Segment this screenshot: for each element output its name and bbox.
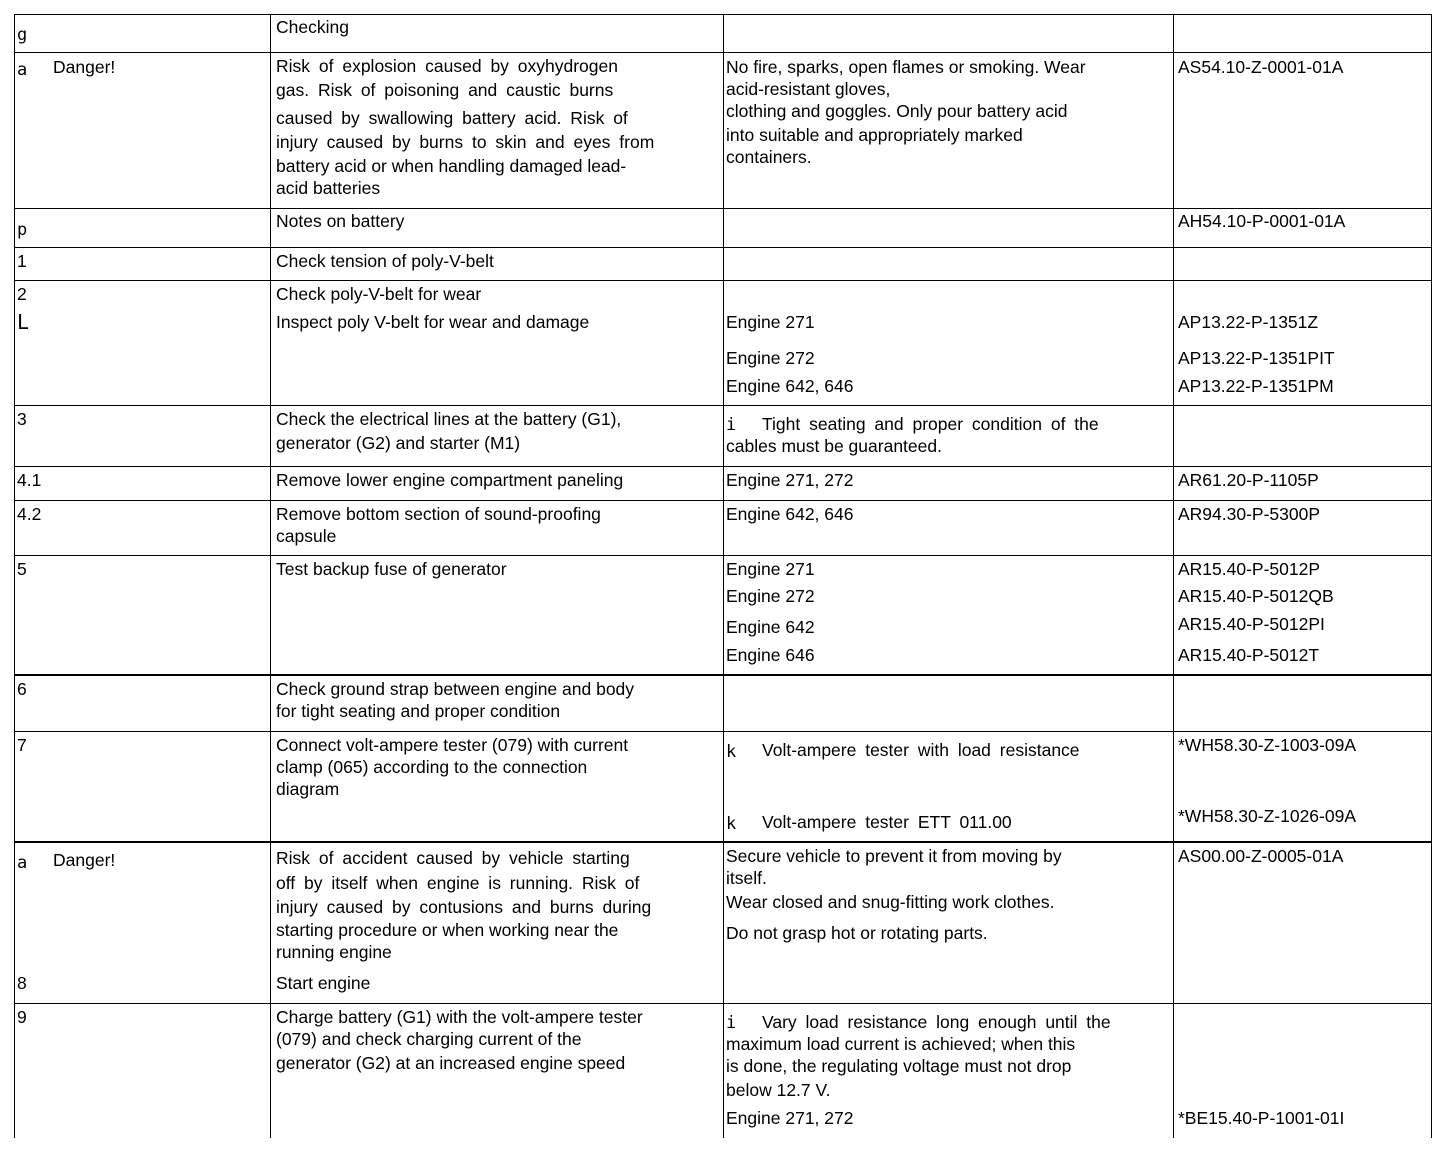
substep-icon: L xyxy=(17,310,30,334)
step-text-line: Remove bottom section of sound-proofing xyxy=(276,504,601,524)
step-number: 4.1 xyxy=(17,470,42,490)
danger-text-line: gas. Risk of poisoning and caustic burns xyxy=(276,80,614,100)
tool-icon: k xyxy=(726,742,737,762)
danger-text-line: caused by swallowing battery acid. Risk of xyxy=(276,108,628,128)
engine-note: Engine 642 xyxy=(726,617,815,637)
note-line: Do not grasp hot or rotating parts. xyxy=(726,923,988,943)
reference-code: AS54.10-Z-0001-01A xyxy=(1178,57,1344,77)
step-text: Notes on battery xyxy=(276,211,405,231)
step-text-line: Check the electrical lines at the battery (G1), xyxy=(276,409,622,429)
engine-note: Engine 642, 646 xyxy=(726,376,854,396)
tool-note: Volt-ampere tester with load resistance xyxy=(762,740,1080,760)
tool-icon: k xyxy=(726,814,737,834)
reference-code: AR15.40-P-5012T xyxy=(1178,645,1320,665)
danger-label: Danger! xyxy=(53,850,116,870)
step-text-line: diagram xyxy=(276,779,340,799)
note-line: itself. xyxy=(726,868,767,888)
note-line: is done, the regulating voltage must not drop xyxy=(726,1056,1072,1076)
step-text-line: Connect volt-ampere tester (079) with current xyxy=(276,735,629,755)
grid-line xyxy=(14,247,1432,248)
note-line: No fire, sparks, open flames or smoking. Wear xyxy=(726,57,1086,77)
step-text: Remove lower engine compartment paneling xyxy=(276,470,624,490)
info-icon: i xyxy=(726,1013,737,1033)
note-line: Vary load resistance long enough until the xyxy=(762,1012,1111,1032)
danger-text-line: Risk of explosion caused by oxyhydrogen xyxy=(276,56,618,76)
reference-code: AR15.40-P-5012P xyxy=(1178,559,1321,579)
danger-text-line: running engine xyxy=(276,942,392,962)
danger-text-line: injury caused by burns to skin and eyes from xyxy=(276,132,655,152)
step-number: 5 xyxy=(17,559,27,579)
grid-line xyxy=(14,1003,1432,1004)
notes-icon: p xyxy=(17,220,28,240)
section-title: Checking xyxy=(276,17,349,37)
step-text-line: generator (G2) and starter (M1) xyxy=(276,433,521,453)
step-number: 3 xyxy=(17,409,27,429)
grid-line xyxy=(14,500,1432,501)
step-number: 1 xyxy=(17,251,27,271)
reference-code: AR94.30-P-5300P xyxy=(1178,504,1321,524)
reference-code: AR61.20-P-1105P xyxy=(1178,470,1319,490)
danger-text-line: off by itself when engine is running. Risk of xyxy=(276,873,640,893)
substep-text: Inspect poly V-belt for wear and damage xyxy=(276,312,590,332)
grid-line xyxy=(14,841,1432,843)
reference-code: AP13.22-P-1351PM xyxy=(1178,376,1334,396)
note-line: containers. xyxy=(726,147,812,167)
info-icon: i xyxy=(726,415,737,435)
engine-note: Engine 642, 646 xyxy=(726,504,854,524)
step-text-line: clamp (065) according to the connection xyxy=(276,757,588,777)
note-line: cables must be guaranteed. xyxy=(726,436,942,456)
step-number: 2 xyxy=(17,284,27,304)
note-line: into suitable and appropriately marked xyxy=(726,125,1023,145)
danger-text-line: battery acid or when handling damaged lead- xyxy=(276,156,627,176)
step-text: Check poly-V-belt for wear xyxy=(276,284,482,304)
reference-code: *BE15.40-P-1001-01I xyxy=(1178,1108,1345,1128)
reference-code: AP13.22-P-1351Z xyxy=(1178,312,1319,332)
engine-note: Engine 271, 272 xyxy=(726,1108,854,1128)
note-line: clothing and goggles. Only pour battery acid xyxy=(726,101,1068,121)
procedure-table xyxy=(14,14,1432,1148)
danger-label: Danger! xyxy=(53,57,116,77)
note-line: Tight seating and proper condition of the xyxy=(762,414,1099,434)
note-line: Wear closed and snug-fitting work clothes. xyxy=(726,892,1055,912)
step-text-line: for tight seating and proper condition xyxy=(276,701,561,721)
note-line: Secure vehicle to prevent it from moving by xyxy=(726,846,1062,866)
note-line: acid-resistant gloves, xyxy=(726,79,891,99)
danger-icon: a xyxy=(17,60,28,80)
danger-text-line: acid batteries xyxy=(276,178,381,198)
grid-line xyxy=(723,14,724,1138)
step-text-line: capsule xyxy=(276,526,337,546)
engine-note: Engine 271 xyxy=(726,559,815,579)
reference-code: AS00.00-Z-0005-01A xyxy=(1178,846,1344,866)
grid-line xyxy=(1173,14,1174,1138)
grid-line xyxy=(1431,14,1432,1138)
reference-code: AP13.22-P-1351PIT xyxy=(1178,348,1335,368)
grid-line xyxy=(14,731,1432,732)
step-text-line: Check ground strap between engine and body xyxy=(276,679,635,699)
step-number: 7 xyxy=(17,735,27,755)
danger-icon: a xyxy=(17,853,28,873)
grid-line xyxy=(14,14,15,1138)
reference-code: *WH58.30-Z-1026-09A xyxy=(1178,806,1356,826)
danger-text-line: injury caused by contusions and burns during xyxy=(276,897,652,917)
grid-line xyxy=(14,208,1432,209)
step-text-line: (079) and check charging current of the xyxy=(276,1029,582,1049)
grid-line xyxy=(14,52,1432,53)
step-text-line: generator (G2) at an increased engine speed xyxy=(276,1053,626,1073)
section-symbol: g xyxy=(17,25,28,45)
step-number: 4.2 xyxy=(17,504,42,524)
engine-note: Engine 646 xyxy=(726,645,815,665)
engine-note: Engine 271, 272 xyxy=(726,470,854,490)
reference-code: AR15.40-P-5012QB xyxy=(1178,586,1334,606)
reference-code: AH54.10-P-0001-01A xyxy=(1178,211,1346,231)
step-number: 8 xyxy=(17,973,27,993)
grid-line xyxy=(14,466,1432,467)
grid-line xyxy=(14,14,1432,15)
danger-text-line: starting procedure or when working near the xyxy=(276,920,619,940)
grid-line xyxy=(14,674,1432,676)
step-number: 6 xyxy=(17,679,27,699)
step-text-line: Charge battery (G1) with the volt-ampere tester xyxy=(276,1007,643,1027)
grid-line xyxy=(14,280,1432,281)
step-text: Check tension of poly-V-belt xyxy=(276,251,494,271)
grid-line xyxy=(14,555,1432,556)
engine-note: Engine 271 xyxy=(726,312,815,332)
note-line: maximum load current is achieved; when this xyxy=(726,1034,1076,1054)
reference-code: AR15.40-P-5012PI xyxy=(1178,614,1325,634)
tool-note: Volt-ampere tester ETT 011.00 xyxy=(762,812,1012,832)
engine-note: Engine 272 xyxy=(726,586,815,606)
engine-note: Engine 272 xyxy=(726,348,815,368)
reference-code: *WH58.30-Z-1003-09A xyxy=(1178,735,1356,755)
grid-line xyxy=(270,14,271,1138)
danger-text-line: Risk of accident caused by vehicle starting xyxy=(276,848,630,868)
note-line: below 12.7 V. xyxy=(726,1080,831,1100)
grid-line xyxy=(14,405,1432,406)
step-text: Test backup fuse of generator xyxy=(276,559,507,579)
step-text: Start engine xyxy=(276,973,371,993)
step-number: 9 xyxy=(17,1007,27,1027)
